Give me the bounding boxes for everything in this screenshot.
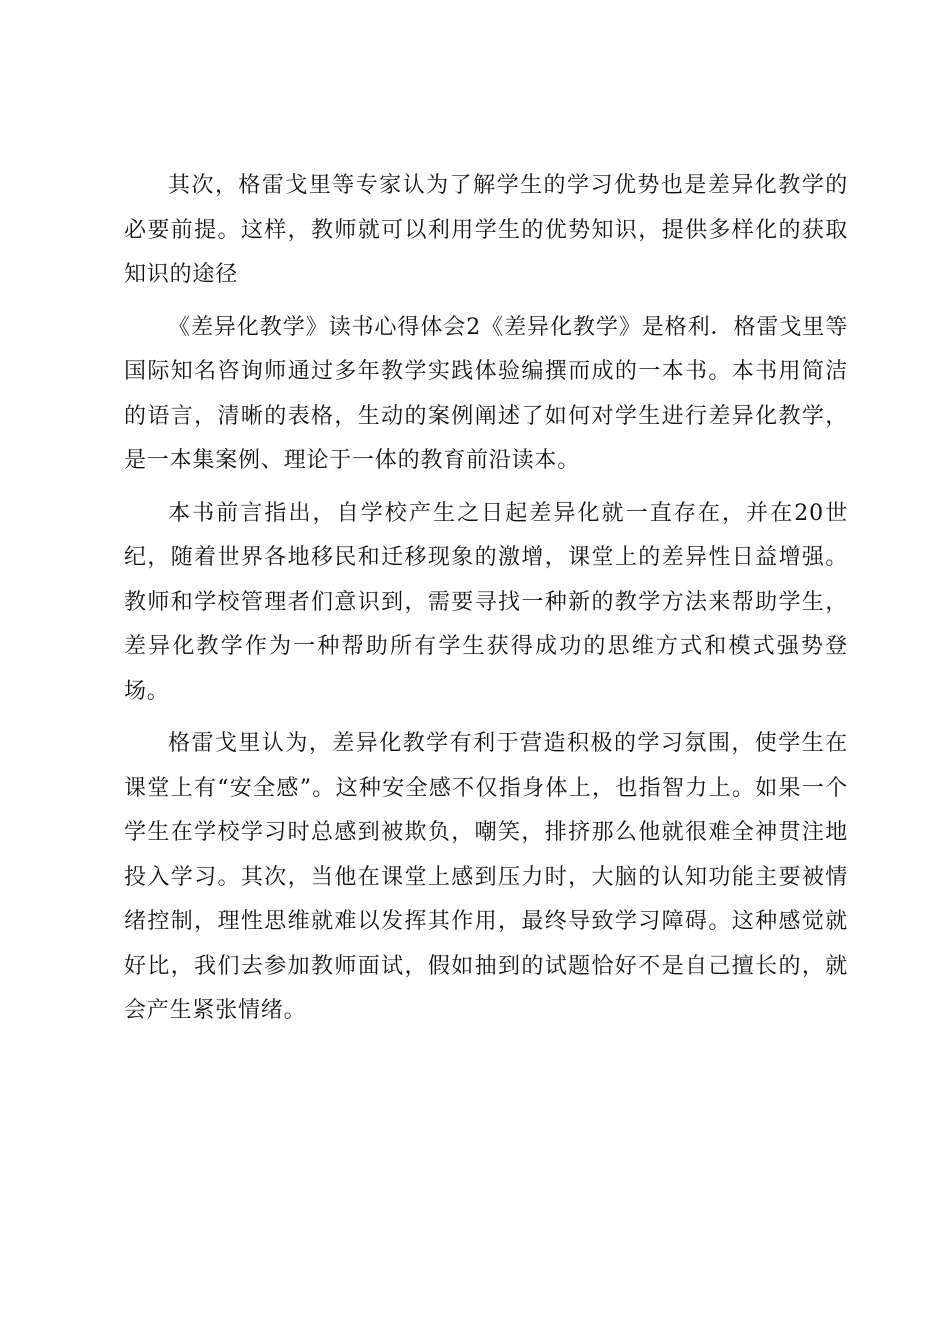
paragraph-book-intro: 《差异化教学》读书心得体会2《差异化教学》是格利．格雷戈里等国际知名咨询师通过多年教学实践体验编撰而成的一本书。本书用简洁的语言，清晰的表格，生动的案例阐述了如何对学生进行差异化教学，是一本集案例、理论于一体的教育前沿读本。 xyxy=(124,314,848,473)
paragraph-strengths: 其次，格雷戈里等专家认为了解学生的学习优势也是差异化教学的必要前提。这样，教师就可以利用学生的优势知识，提供多样化的获取知识的途径 xyxy=(124,173,848,287)
paragraph-preface: 本书前言指出，自学校产生之日起差异化就一直存在，并在20世纪，随着世界各地移民和迁移现象的激增，课堂上的差异性日益增强。教师和学校管理者们意识到，需要寻找一种新的教学方法来帮助学生，差异化教学作为一种帮助所有学生获得成功的思维方式和模式强势登场。 xyxy=(124,500,848,704)
document-body xyxy=(124,164,848,1042)
paragraph-safe-climate: 格雷戈里认为，差异化教学有利于营造积极的学习氛围，使学生在课堂上有“安全感”。这种安全感不仅指身体上，也指智力上。如果一个学生在学校学习时总感到被欺负，嘲笑，排挤那么他就很难全神贯注地投入学习。其次，当他在课堂上感到压力时，大脑的认知功能主要被情绪控制，理性思维就难以发挥其作用，最终导致学习障碍。这种感觉就好比，我们去参加教师面试，假如抽到的试题恰好不是自己擅长的，就会产生紧张情绪。 xyxy=(124,731,848,1023)
